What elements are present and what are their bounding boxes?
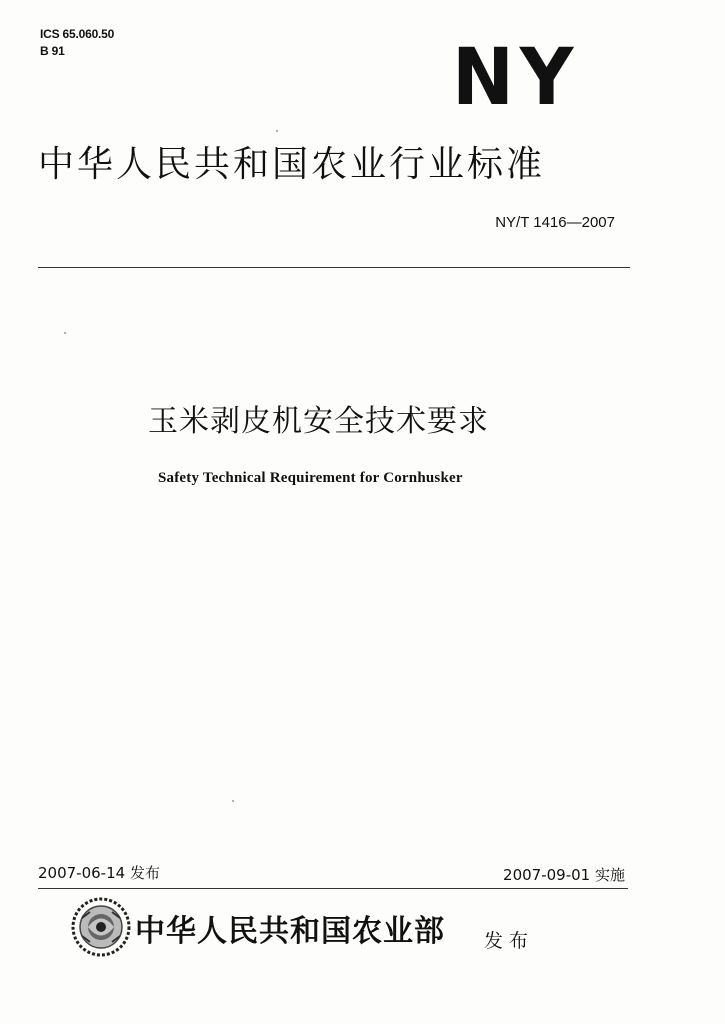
ny-logo: NY — [452, 33, 580, 123]
header-divider — [38, 267, 630, 268]
publisher-name: 中华人民共和国农业部 — [135, 914, 445, 949]
ics-code: ICS 65.060.50 — [40, 27, 115, 41]
standard-number: NY/T 1416—2007 — [495, 214, 615, 231]
ministry-seal-icon — [70, 896, 132, 958]
issue-date: 2007-06-14 发布 — [38, 864, 160, 882]
ccs-code: B 91 — [40, 44, 65, 58]
footer-divider — [38, 888, 628, 889]
scan-speck — [64, 332, 66, 334]
scan-speck — [232, 800, 234, 802]
scan-speck — [276, 130, 278, 132]
document-title-chinese: 玉米剥皮机安全技术要求 — [148, 404, 489, 439]
classification-codes — [40, 26, 114, 60]
implementation-date: 2007-09-01 实施 — [503, 866, 625, 884]
document-title-english: Safety Technical Requirement for Cornhusker — [158, 470, 463, 486]
standard-type-heading: 中华人民共和国农业行业标准 — [38, 144, 546, 185]
publish-label: 发布 — [484, 930, 535, 952]
